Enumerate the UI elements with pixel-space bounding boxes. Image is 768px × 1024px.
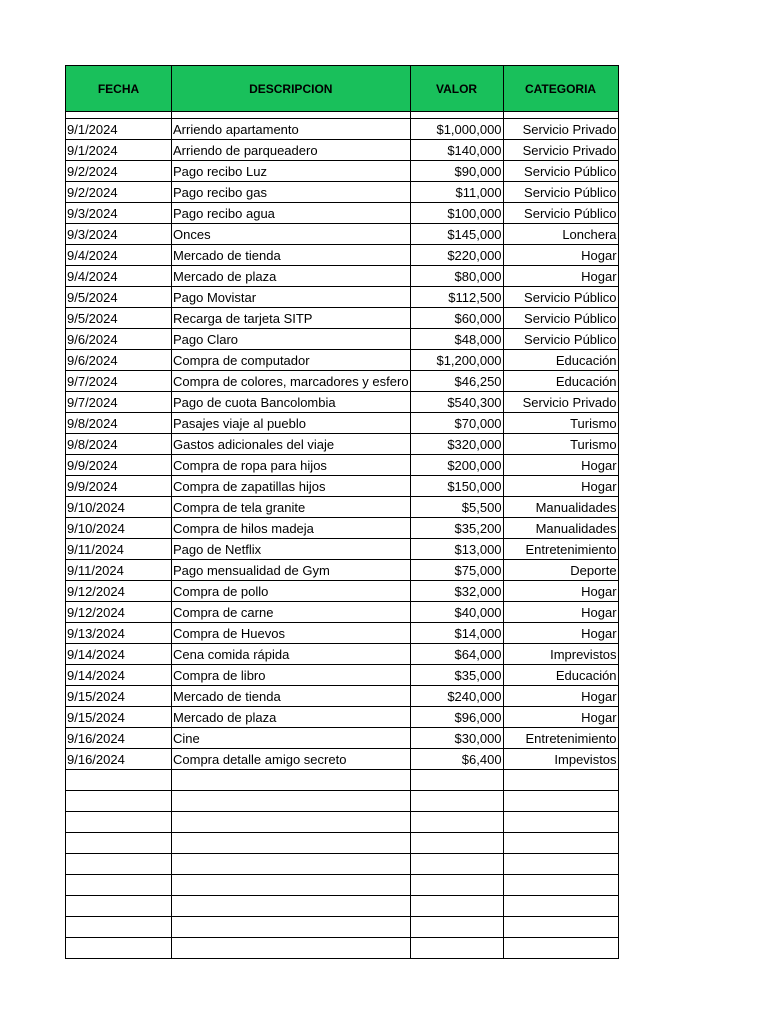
empty-cell[interactable] (66, 833, 172, 854)
cell-categoria[interactable]: Servicio Público (503, 182, 618, 203)
cell-valor[interactable]: $540,300 (410, 392, 503, 413)
cell-categoria[interactable]: Hogar (503, 266, 618, 287)
table-row (66, 623, 619, 644)
cell-fecha[interactable]: 9/6/2024 (66, 329, 172, 350)
cell-valor[interactable]: $200,000 (410, 455, 503, 476)
cell-categoria[interactable]: Lonchera (503, 224, 618, 245)
cell-categoria[interactable]: Servicio Privado (503, 392, 618, 413)
empty-row (66, 875, 619, 896)
cell-descripcion[interactable]: Pago de Netflix (172, 539, 411, 560)
empty-row (66, 917, 619, 938)
table-row (66, 413, 619, 434)
cell-descripcion[interactable]: Mercado de tienda (172, 686, 411, 707)
cell-categoria[interactable]: Educación (503, 371, 618, 392)
cell-categoria[interactable]: Hogar (503, 455, 618, 476)
cell-categoria[interactable]: Turismo (503, 434, 618, 455)
table-row (66, 182, 619, 203)
cell-descripcion[interactable]: Compra de carne (172, 602, 411, 623)
empty-cell[interactable] (172, 917, 411, 938)
cell-fecha[interactable]: 9/5/2024 (66, 308, 172, 329)
spacer-cell[interactable] (66, 112, 172, 119)
cell-categoria[interactable]: Servicio Público (503, 203, 618, 224)
spacer-cell[interactable] (503, 112, 618, 119)
cell-categoria[interactable]: Impevistos (503, 749, 618, 770)
table-row (66, 434, 619, 455)
cell-categoria[interactable]: Hogar (503, 476, 618, 497)
cell-categoria[interactable]: Hogar (503, 581, 618, 602)
empty-cell[interactable] (503, 791, 618, 812)
cell-categoria[interactable]: Hogar (503, 602, 618, 623)
table-row (66, 497, 619, 518)
cell-fecha[interactable]: 9/14/2024 (66, 644, 172, 665)
cell-descripcion[interactable]: Compra de Huevos (172, 623, 411, 644)
cell-categoria[interactable]: Turismo (503, 413, 618, 434)
empty-cell[interactable] (503, 854, 618, 875)
cell-valor[interactable]: $5,500 (410, 497, 503, 518)
cell-descripcion[interactable]: Mercado de plaza (172, 707, 411, 728)
empty-cell[interactable] (410, 833, 503, 854)
cell-categoria[interactable]: Deporte (503, 560, 618, 581)
cell-valor[interactable]: $46,250 (410, 371, 503, 392)
empty-cell[interactable] (503, 896, 618, 917)
empty-row (66, 791, 619, 812)
empty-cell[interactable] (410, 791, 503, 812)
cell-descripcion[interactable]: Pago de cuota Bancolombia (172, 392, 411, 413)
spacer-row (66, 112, 619, 119)
empty-row (66, 854, 619, 875)
cell-descripcion[interactable]: Cena comida rápida (172, 644, 411, 665)
table-row (66, 728, 619, 749)
cell-fecha[interactable]: 9/3/2024 (66, 224, 172, 245)
cell-categoria[interactable]: Manualidades (503, 497, 618, 518)
cell-descripcion[interactable]: Mercado de plaza (172, 266, 411, 287)
empty-cell[interactable] (66, 770, 172, 791)
cell-fecha[interactable]: 9/9/2024 (66, 455, 172, 476)
empty-cell[interactable] (410, 917, 503, 938)
table-row (66, 203, 619, 224)
empty-cell[interactable] (66, 896, 172, 917)
cell-descripcion[interactable]: Pago mensualidad de Gym (172, 560, 411, 581)
cell-fecha[interactable]: 9/7/2024 (66, 371, 172, 392)
table-row (66, 602, 619, 623)
empty-cell[interactable] (410, 938, 503, 959)
cell-descripcion[interactable]: Gastos adicionales del viaje (172, 434, 411, 455)
empty-cell[interactable] (410, 896, 503, 917)
cell-fecha[interactable]: 9/10/2024 (66, 497, 172, 518)
empty-cell[interactable] (410, 812, 503, 833)
cell-fecha[interactable]: 9/16/2024 (66, 749, 172, 770)
cell-fecha[interactable]: 9/9/2024 (66, 476, 172, 497)
cell-descripcion[interactable]: Compra de computador (172, 350, 411, 371)
table-row (66, 308, 619, 329)
table-row (66, 665, 619, 686)
table-row (66, 266, 619, 287)
table-row (66, 644, 619, 665)
cell-categoria[interactable]: Educación (503, 665, 618, 686)
cell-valor[interactable]: $11,000 (410, 182, 503, 203)
cell-fecha[interactable]: 9/1/2024 (66, 119, 172, 140)
cell-categoria[interactable]: Servicio Privado (503, 140, 618, 161)
cell-fecha[interactable]: 9/2/2024 (66, 182, 172, 203)
header-valor[interactable]: VALOR (410, 66, 503, 112)
cell-fecha[interactable]: 9/15/2024 (66, 707, 172, 728)
cell-categoria[interactable]: Hogar (503, 686, 618, 707)
cell-categoria[interactable]: Educación (503, 350, 618, 371)
table-row (66, 539, 619, 560)
table-row (66, 749, 619, 770)
cell-categoria[interactable]: Servicio Público (503, 161, 618, 182)
cell-fecha[interactable]: 9/12/2024 (66, 602, 172, 623)
spacer-cell[interactable] (410, 112, 503, 119)
table-row (66, 287, 619, 308)
cell-descripcion[interactable]: Arriendo apartamento (172, 119, 411, 140)
cell-fecha[interactable]: 9/12/2024 (66, 581, 172, 602)
empty-cell[interactable] (66, 812, 172, 833)
cell-valor[interactable]: $32,000 (410, 581, 503, 602)
empty-cell[interactable] (66, 917, 172, 938)
cell-descripcion[interactable]: Compra de pollo (172, 581, 411, 602)
cell-valor[interactable]: $30,000 (410, 728, 503, 749)
cell-valor[interactable]: $145,000 (410, 224, 503, 245)
cell-descripcion[interactable]: Pago recibo agua (172, 203, 411, 224)
cell-valor[interactable]: $40,000 (410, 602, 503, 623)
cell-fecha[interactable]: 9/11/2024 (66, 560, 172, 581)
table-row (66, 224, 619, 245)
empty-cell[interactable] (503, 875, 618, 896)
cell-valor[interactable]: $64,000 (410, 644, 503, 665)
cell-descripcion[interactable]: Pago recibo Luz (172, 161, 411, 182)
cell-descripcion[interactable]: Compra de libro (172, 665, 411, 686)
header-descripcion[interactable]: DESCRIPCION (172, 66, 411, 112)
cell-valor[interactable]: $90,000 (410, 161, 503, 182)
cell-valor[interactable]: $220,000 (410, 245, 503, 266)
cell-fecha[interactable]: 9/4/2024 (66, 245, 172, 266)
table-row (66, 350, 619, 371)
empty-cell[interactable] (172, 791, 411, 812)
cell-categoria[interactable]: Entretenimiento (503, 539, 618, 560)
cell-descripcion[interactable]: Onces (172, 224, 411, 245)
empty-row (66, 770, 619, 791)
cell-fecha[interactable]: 9/13/2024 (66, 623, 172, 644)
empty-cell[interactable] (503, 770, 618, 791)
header-fecha[interactable]: FECHA (66, 66, 172, 112)
cell-valor[interactable]: $320,000 (410, 434, 503, 455)
cell-descripcion[interactable]: Pasajes viaje al pueblo (172, 413, 411, 434)
table-row (66, 140, 619, 161)
cell-descripcion[interactable]: Pago Movistar (172, 287, 411, 308)
cell-descripcion[interactable]: Mercado de tienda (172, 245, 411, 266)
header-categoria[interactable]: CATEGORIA (503, 66, 618, 112)
cell-fecha[interactable]: 9/1/2024 (66, 140, 172, 161)
table-body (66, 112, 619, 959)
empty-cell[interactable] (66, 938, 172, 959)
expense-table (65, 65, 619, 959)
cell-categoria[interactable]: Servicio Privado (503, 119, 618, 140)
table-row (66, 707, 619, 728)
cell-fecha[interactable]: 9/6/2024 (66, 350, 172, 371)
cell-categoria[interactable]: Servicio Público (503, 329, 618, 350)
cell-descripcion[interactable]: Compra de colores, marcadores y esfero (172, 371, 411, 392)
table-row (66, 119, 619, 140)
empty-cell[interactable] (66, 854, 172, 875)
empty-cell[interactable] (503, 938, 618, 959)
empty-cell[interactable] (66, 791, 172, 812)
cell-valor[interactable]: $6,400 (410, 749, 503, 770)
cell-valor[interactable]: $96,000 (410, 707, 503, 728)
empty-row (66, 938, 619, 959)
cell-descripcion[interactable]: Cine (172, 728, 411, 749)
cell-valor[interactable]: $14,000 (410, 623, 503, 644)
cell-valor[interactable]: $112,500 (410, 287, 503, 308)
empty-row (66, 812, 619, 833)
table-row (66, 455, 619, 476)
cell-valor[interactable]: $35,000 (410, 665, 503, 686)
table-row (66, 560, 619, 581)
cell-categoria[interactable]: Imprevistos (503, 644, 618, 665)
table-row (66, 161, 619, 182)
table-row (66, 245, 619, 266)
cell-fecha[interactable]: 9/8/2024 (66, 413, 172, 434)
empty-cell[interactable] (172, 770, 411, 791)
empty-cell[interactable] (172, 896, 411, 917)
empty-cell[interactable] (503, 833, 618, 854)
spacer-cell[interactable] (172, 112, 411, 119)
cell-valor[interactable]: $35,200 (410, 518, 503, 539)
cell-categoria[interactable]: Servicio Público (503, 308, 618, 329)
cell-categoria[interactable]: Hogar (503, 707, 618, 728)
cell-descripcion[interactable]: Recarga de tarjeta SITP (172, 308, 411, 329)
cell-descripcion[interactable]: Compra de ropa para hijos (172, 455, 411, 476)
empty-cell[interactable] (410, 854, 503, 875)
cell-valor[interactable]: $150,000 (410, 476, 503, 497)
table-row (66, 686, 619, 707)
cell-descripcion[interactable]: Pago recibo gas (172, 182, 411, 203)
cell-fecha[interactable]: 9/10/2024 (66, 518, 172, 539)
cell-valor[interactable]: $60,000 (410, 308, 503, 329)
cell-fecha[interactable]: 9/5/2024 (66, 287, 172, 308)
empty-cell[interactable] (172, 833, 411, 854)
empty-row (66, 833, 619, 854)
table-row (66, 581, 619, 602)
cell-descripcion[interactable]: Arriendo de parqueadero (172, 140, 411, 161)
cell-valor[interactable]: $70,000 (410, 413, 503, 434)
table-row (66, 371, 619, 392)
cell-valor[interactable]: $13,000 (410, 539, 503, 560)
table-row (66, 476, 619, 497)
cell-fecha[interactable]: 9/3/2024 (66, 203, 172, 224)
cell-valor[interactable]: $75,000 (410, 560, 503, 581)
cell-descripcion[interactable]: Compra de tela granite (172, 497, 411, 518)
empty-cell[interactable] (503, 812, 618, 833)
cell-valor[interactable]: $48,000 (410, 329, 503, 350)
table-header (66, 66, 619, 112)
cell-descripcion[interactable]: Compra detalle amigo secreto (172, 749, 411, 770)
cell-fecha[interactable]: 9/11/2024 (66, 539, 172, 560)
empty-cell[interactable] (410, 875, 503, 896)
cell-descripcion[interactable]: Compra de hilos madeja (172, 518, 411, 539)
cell-descripcion[interactable]: Pago Claro (172, 329, 411, 350)
empty-cell[interactable] (410, 770, 503, 791)
empty-row (66, 896, 619, 917)
cell-fecha[interactable]: 9/8/2024 (66, 434, 172, 455)
cell-categoria[interactable]: Servicio Público (503, 287, 618, 308)
empty-cell[interactable] (66, 875, 172, 896)
cell-fecha[interactable]: 9/4/2024 (66, 266, 172, 287)
table-row (66, 518, 619, 539)
cell-fecha[interactable]: 9/16/2024 (66, 728, 172, 749)
empty-cell[interactable] (172, 812, 411, 833)
table-row (66, 392, 619, 413)
header-row (66, 66, 619, 112)
cell-valor[interactable]: $1,000,000 (410, 119, 503, 140)
cell-fecha[interactable]: 9/15/2024 (66, 686, 172, 707)
cell-fecha[interactable]: 9/2/2024 (66, 161, 172, 182)
empty-cell[interactable] (503, 917, 618, 938)
cell-valor[interactable]: $80,000 (410, 266, 503, 287)
cell-categoria[interactable]: Hogar (503, 623, 618, 644)
cell-fecha[interactable]: 9/14/2024 (66, 665, 172, 686)
table-row (66, 329, 619, 350)
cell-valor[interactable]: $140,000 (410, 140, 503, 161)
empty-cell[interactable] (172, 875, 411, 896)
cell-descripcion[interactable]: Compra de zapatillas hijos (172, 476, 411, 497)
empty-cell[interactable] (172, 854, 411, 875)
cell-valor[interactable]: $100,000 (410, 203, 503, 224)
empty-cell[interactable] (172, 938, 411, 959)
cell-valor[interactable]: $1,200,000 (410, 350, 503, 371)
cell-valor[interactable]: $240,000 (410, 686, 503, 707)
cell-categoria[interactable]: Hogar (503, 245, 618, 266)
cell-categoria[interactable]: Entretenimiento (503, 728, 618, 749)
cell-categoria[interactable]: Manualidades (503, 518, 618, 539)
cell-fecha[interactable]: 9/7/2024 (66, 392, 172, 413)
